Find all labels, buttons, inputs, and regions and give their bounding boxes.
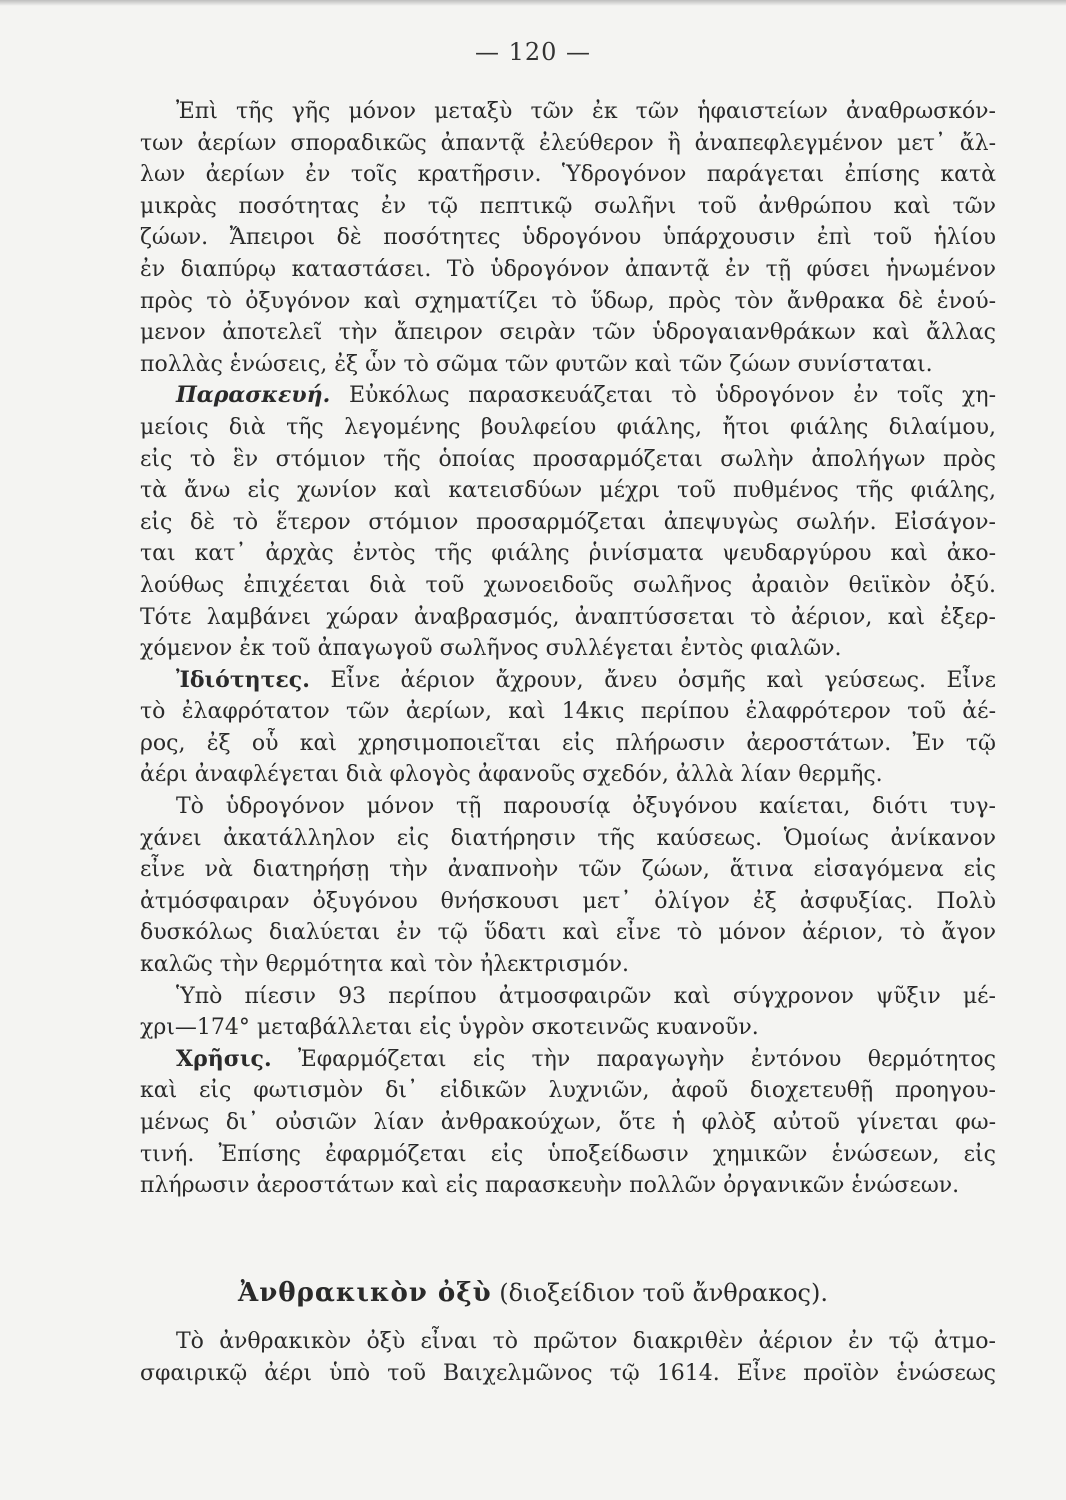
text-line: πολλὰς ἑνώσεις, ἐξ ὧν τὸ σῶμα τῶν φυτῶν καὶ τῶν ζώων συνίσταται. [140,351,933,377]
text-line: ρος, ἐξ οὗ καὶ χρησιμοποιεῖται εἰς πλήρωσιν ἀεροστάτων. Ἐν τῷ [140,730,996,756]
text-line: χρι—174° μεταβάλλεται εἰς ὑγρὸν σκοτεινῶς κυανοῦν. [140,1015,759,1041]
preparation-first-line [140,380,996,412]
uses-label: Χρῆσις. [176,1045,272,1072]
page-top-edge [0,0,1066,6]
text-line: εἰς τὸ ἓν στόμιον τῆς ὁποίας προσαρμόζεται σωλὴν ἀπολήγων πρὸς [140,446,996,472]
preparation-label: Παρασκευή. [176,382,331,409]
text-line: τὰ ἄνω εἰς χωνίον καὶ κατεισδύων μέχρι τοῦ πυθμένος τῆς φιάλης, [140,478,996,504]
text-line: τὸ ἐλαφρότατον τῶν ἀερίων, καὶ 14κις περίπου ἐλαφρότερον τοῦ ἀέ- [140,699,996,725]
text-line: ζώων. Ἄπειροι δὲ ποσότητες ὑδρογόνου ὑπάρχουσιν ἐπὶ τοῦ ἡλίου [140,225,996,251]
text-line: μείοις διὰ τῆς λεγομένης βουλφείου φιάλης, ἤτοι φιάλης διλαίμου, [140,414,996,440]
text-line: μικρὰς ποσότητας ἐν τῷ πεπτικῷ σωλῆνι τοῦ ἀνθρώπου καὶ τῶν [140,193,996,219]
text-line: Ὑπὸ πίεσιν 93 περίπου ἀτμοσφαιρῶν καὶ σύγχρονον ψῦξιν μέ- [176,983,996,1009]
text-line: χάνει ἀκατάλληλον εἰς διατήρησιν τῆς καύσεως. Ὁμοίως ἀνίκανον [140,825,996,851]
properties-first-text: Εἶνε ἀέριον ἄχρουν, ἄνευ ὀσμῆς καὶ γεύσεως. Εἶνε [330,667,996,693]
page-number: — 120 — [474,38,592,66]
text-line: μενον ἀποτελεῖ τὴν ἄπειρον σειρὰν τῶν ὑδρογαιανθράκων καὶ ἄλλας [140,320,996,346]
carbonic-paragraph [140,1326,996,1389]
text-line: σφαιρικῷ ἀέρι ὑπὸ τοῦ Βαιχελμῶνος τῷ 1614. Εἶνε προϊὸν ἑνώσεως [140,1360,996,1386]
uses-first-line [140,1044,996,1076]
text-line: ἀτμόσφαιραν ὀξυγόνου θνήσκουσι μετ᾽ ὀλίγον ἐξ ἀσφυξίας. Πολὺ [140,888,996,914]
text-line: ται κατ᾽ ἀρχὰς ἐντὸς τῆς φιάλης ῥινίσματα ψευδαργύρου καὶ ἀκο- [140,541,996,567]
text-line: λούθως ἐπιχέεται διὰ τοῦ χωνοειδοῦς σωλῆνος ἀραιὸν θειϊκὸν ὀξύ. [140,572,996,598]
text-line: ἐν διαπύρῳ καταστάσει. Τὸ ὑδρογόνον ἀπαντᾷ ἐν τῇ φύσει ἡνωμένον [140,256,996,282]
properties-label: Ἰδιότητες. [176,666,310,693]
text-line: Τότε λαμβάνει χώραν ἀναβρασμός, ἀναπτύσσεται τὸ ἀέριον, καὶ ἐξερ- [140,604,996,630]
text-line: Τὸ ἀνθρακικὸν ὀξὺ εἶναι τὸ πρῶτον διακριθὲν ἀέριον ἐν τῷ ἀτμο- [176,1329,996,1354]
section-heading-subtitle: (διοξείδιον τοῦ ἄνθρακος). [499,1279,828,1307]
text-line: εἶνε νὰ διατηρήσῃ τὴν ἀναπνοὴν τῶν ζώων, ἅτινα εἰσαγόμενα εἰς [140,857,996,883]
text-line: δυσκόλως διαλύεται ἐν τῷ ὕδατι καὶ εἶνε τὸ μόνον ἀέριον, τὸ ἄγον [140,920,996,946]
text-line: ἀέρι ἀναφλέγεται διὰ φλογὸς ἀφανοῦς σχεδόν, ἀλλὰ λίαν θερμῆς. [140,762,883,788]
text-line: καλῶς τὴν θερμότητα καὶ τὸν ἠλεκτρισμόν. [140,952,629,978]
text-line: πρὸς τὸ ὀξυγόνον καὶ σχηματίζει τὸ ὕδωρ, πρὸς τὸν ἄνθρακα δὲ ἑνού- [140,288,996,314]
text-line: εἰς δὲ τὸ ἕτερον στόμιον προσαρμόζεται ἀπεψυγὼς σωλήν. Εἰσάγον- [140,509,996,535]
preparation-first-text: Εὐκόλως παρασκευάζεται τὸ ὑδρογόνον ἐν τοῖς χη- [348,383,996,409]
body-text [140,96,996,1202]
text-line: χόμενον ἐκ τοῦ ἀπαγωγοῦ σωλῆνος συλλέγεται ἐντὸς φιαλῶν. [140,636,842,662]
text-line: Ἐπὶ τῆς γῆς μόνον μεταξὺ τῶν ἐκ τῶν ἡφαιστείων ἀναθρωσκόν- [176,99,996,124]
uses-first-text: Ἐφαρμόζεται εἰς τὴν παραγωγὴν ἐντόνου θερμότητος [297,1046,996,1072]
text-line: Τὸ ὑδρογόνον μόνον τῇ παρουσίᾳ ὀξυγόνου καίεται, διότι τυγ- [176,794,996,820]
text-line: καὶ εἰς φωτισμὸν δι᾽ εἰδικῶν λυχνιῶν, ἀφοῦ διοχετευθῇ προηγου- [140,1078,996,1104]
text-line: τινή. Ἐπίσης ἐφαρμόζεται εἰς ὑποξείδωσιν χημικῶν ἑνώσεων, εἰς [140,1141,996,1167]
section-heading-title: Ἀνθρακικὸν ὀξὺ [238,1278,492,1308]
section-heading [0,1278,1066,1308]
properties-first-line [140,665,996,697]
text-line: λων ἀερίων ἐν τοῖς κρατῆρσιν. Ὑδρογόνον παράγεται ἐπίσης κατὰ [140,162,996,188]
text-line: μένως δι᾽ οὐσιῶν λίαν ἀνθρακούχων, ὅτε ἡ φλὸξ αὐτοῦ γίνεται φω- [140,1110,996,1135]
text-line: των ἀερίων σποραδικῶς ἀπαντᾷ ἐλεύθερον ἢ ἀναπεφλεγμένον μετ᾽ ἄλ- [140,130,996,156]
text-line: πλήρωσιν ἀεροστάτων καὶ εἰς παρασκευὴν πολλῶν ὀργανικῶν ἑνώσεων. [140,1173,960,1199]
